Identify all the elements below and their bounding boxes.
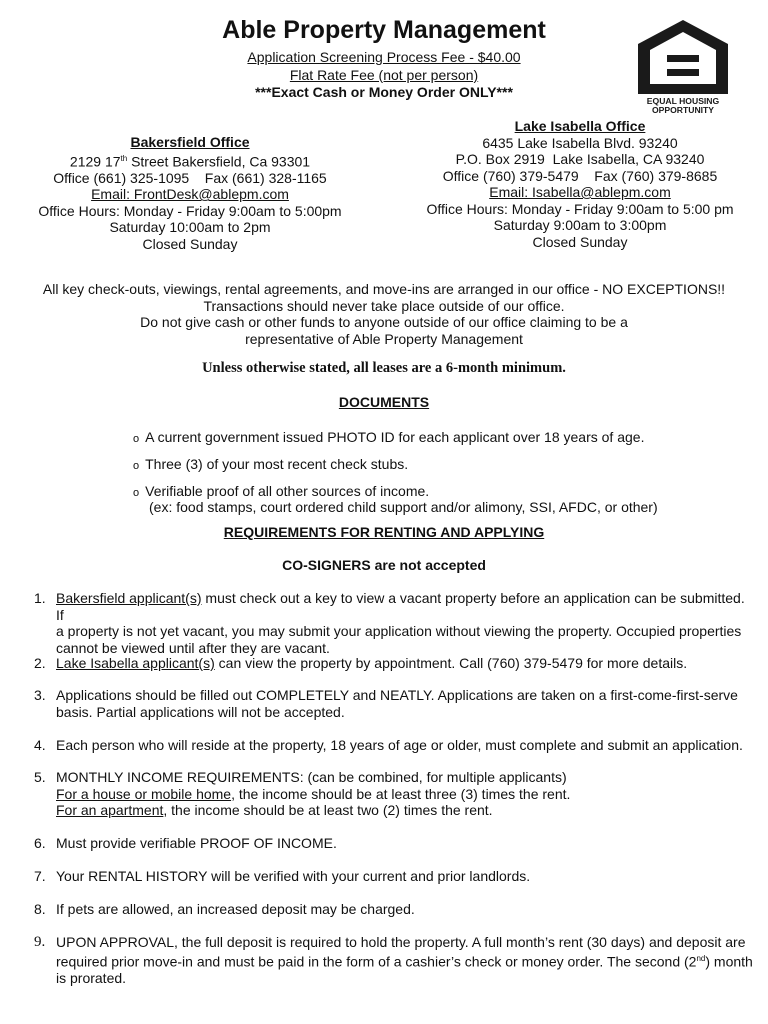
item-number: 2. — [34, 655, 46, 671]
office-hours: Office Hours: Monday - Friday 9:00am to 5:00 pm — [426, 200, 734, 217]
item-number: 9. — [34, 934, 46, 950]
office-phone: Office (661) 325-1095 Fax (661) 328-1165 — [53, 169, 327, 186]
equal-housing-logo — [634, 18, 732, 114]
income-examples: (ex: food stamps, court ordered child support and/or alimony, SSI, AFDC, or other) — [149, 499, 658, 515]
item-text: Lake Isabella applicant(s) can view the property by appointment. Call (760) 379-5479 for more details. — [56, 655, 688, 671]
office-pobox: P.O. Box 2919 Lake Isabella, CA 93240 — [455, 151, 705, 167]
page-title: Able Property Management — [222, 16, 546, 44]
item-number: 5. — [34, 769, 46, 785]
item-number: 6. — [34, 835, 46, 851]
office-sunday: Closed Sunday — [142, 235, 238, 252]
office-name: Lake Isabella Office — [514, 118, 646, 134]
item-text: Each person who will reside at the property, 18 years of age or older, must complete and submit an application. — [56, 737, 743, 753]
office-address: 6435 Lake Isabella Blvd. 93240 — [482, 134, 678, 151]
bullet-icon: o — [133, 487, 140, 499]
list-item: o Three (3) of your most recent check stubs. — [133, 456, 409, 472]
logo-text-equal-housing: EQUAL HOUSING — [646, 96, 720, 106]
bakersfield-office — [25, 134, 355, 252]
notice-line: representative of Able Property Management — [245, 330, 523, 347]
cosigners-note: CO-SIGNERS are not accepted — [282, 557, 486, 573]
bullet-icon: o — [133, 433, 140, 445]
office-notice — [0, 281, 768, 347]
office-sunday: Closed Sunday — [532, 233, 628, 250]
item-text: If pets are allowed, an increased deposit may be charged. — [56, 901, 415, 917]
flat-rate-text: Flat Rate Fee (not per person) — [289, 67, 479, 83]
office-phone: Office (760) 379-5479 Fax (760) 379-8685 — [442, 167, 718, 184]
office-hours: Office Hours: Monday - Friday 9:00am to 5:00pm — [38, 202, 342, 219]
item-number: 3. — [34, 687, 46, 703]
item-text: Must provide verifiable PROOF OF INCOME. — [56, 835, 337, 851]
documents-list — [133, 425, 644, 506]
office-email-link[interactable]: Email: FrontDesk@ablepm.com — [91, 186, 289, 203]
documents-heading: DOCUMENTS — [338, 394, 430, 410]
fee-text: Application Screening Process Fee - $40.00 — [247, 49, 521, 65]
office-saturday: Saturday 9:00am to 3:00pm — [493, 217, 667, 233]
office-saturday: Saturday 10:00am to 2pm — [109, 219, 271, 236]
payment-line: ***Exact Cash or Money Order ONLY*** — [255, 84, 513, 100]
equal-bar-bottom — [667, 69, 699, 76]
item-number: 8. — [34, 901, 46, 917]
lease-note: Unless otherwise stated, all leases are a 6-month minimum. — [202, 360, 566, 376]
office-email-link[interactable]: Email: Isabella@ablepm.com — [489, 184, 671, 200]
logo-text-opportunity: OPPORTUNITY — [651, 105, 715, 114]
requirements-heading: REQUIREMENTS FOR RENTING AND APPLYING — [223, 524, 545, 540]
office-name: Bakersfield Office — [130, 134, 250, 150]
item-text: Bakersfield applicant(s) must check out a key to view a vacant property before an application can be submitted. If a property is not yet vacant, you may submit your application without viewing the property. Occupied properties cannot be viewed until after they are vacant. — [56, 590, 745, 656]
list-item: o A current government issued PHOTO ID for each applicant over 18 years of age. — [133, 429, 645, 445]
item-text: MONTHLY INCOME REQUIREMENTS: (can be combined, for multiple applicants) For a house or mobile home, the income should be at least three (3) times the rent. For an apartment, the income should be at least two (2) times the rent. — [56, 769, 571, 818]
item-number: 1. — [34, 590, 46, 606]
requirements-list — [34, 590, 754, 990]
equal-bar-top — [667, 55, 699, 62]
item-number: 7. — [34, 868, 46, 884]
notice-line: Transactions should never take place outside of our office. — [203, 297, 565, 314]
item-text: UPON APPROVAL, the full deposit is required to hold the property. A full month’s rent (30 days) and deposit are required prior move-in and must be paid in the form of a cashier’s check or money order. The second (2nd) month is prorated. — [56, 934, 753, 986]
lake-isabella-office — [415, 118, 745, 250]
bullet-icon: o — [133, 460, 140, 472]
item-number: 4. — [34, 737, 46, 753]
office-address: 2129 17th Street Bakersfield, Ca 93301 — [69, 153, 311, 170]
item-text: Applications should be filled out COMPLETELY and NEATLY. Applications are taken on a first-come-first-serve basis. Partial applications will not be accepted. — [56, 687, 738, 720]
notice-line: All key check-outs, viewings, rental agreements, and move-ins are arranged in our office - NO EXCEPTIONS!! — [42, 281, 726, 297]
list-item: o Verifiable proof of all other sources of income. — [133, 483, 430, 499]
item-text: Your RENTAL HISTORY will be verified with your current and prior landlords. — [56, 868, 531, 884]
notice-line: Do not give cash or other funds to anyone outside of our office claiming to be a — [140, 314, 628, 330]
